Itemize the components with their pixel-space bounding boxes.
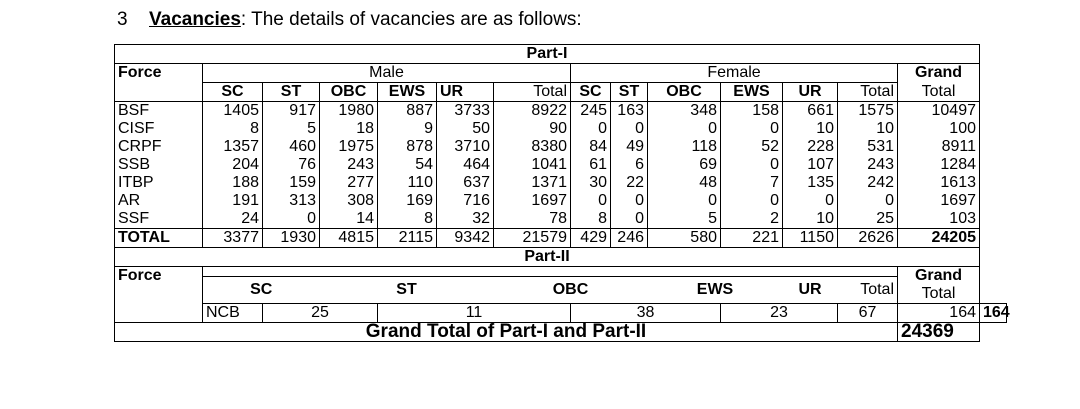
grand-total-row [115, 323, 1007, 342]
force-name: BSF [115, 102, 203, 121]
value-cell: 10 [783, 120, 838, 138]
vacancies-table [114, 44, 1010, 342]
value-cell: 118 [648, 138, 721, 156]
value-cell: 0 [611, 120, 648, 138]
total-cell: 4815 [320, 229, 378, 248]
value-cell: 6 [611, 156, 648, 174]
grand-total-cell: 103 [898, 210, 980, 229]
part1-label-row [115, 45, 1007, 64]
total-cell: 246 [611, 229, 648, 248]
value-cell: 1980 [320, 102, 378, 121]
grand-total-cell: 1284 [898, 156, 980, 174]
part2-force-header: Force [115, 267, 203, 323]
value-cell: 52 [721, 138, 783, 156]
value-cell: 277 [320, 174, 378, 192]
p2-value-cell: 11 [378, 304, 571, 323]
table-row [115, 304, 1007, 323]
value-cell: 0 [721, 156, 783, 174]
p2-col-obc: OBC [552, 280, 589, 298]
value-cell: 8 [203, 120, 263, 138]
value-cell: 191 [203, 192, 263, 210]
value-cell: 110 [378, 174, 437, 192]
p2-col-sc: SC [203, 276, 320, 303]
value-cell: 887 [378, 102, 437, 121]
value-cell: 5 [648, 210, 721, 229]
total-cell: 1930 [263, 229, 320, 248]
value-cell: 3710 [437, 138, 494, 156]
value-cell: 188 [203, 174, 263, 192]
value-cell: 48 [648, 174, 721, 192]
p2-col-total: Total [838, 276, 898, 303]
value-cell: 2 [721, 210, 783, 229]
grand-total-cell: 8911 [898, 138, 980, 156]
value-cell: 1975 [320, 138, 378, 156]
value-cell: 1697 [494, 192, 571, 210]
value-cell: 32 [437, 210, 494, 229]
grand-total-cell: 24205 [898, 229, 980, 248]
p2-value-cell: 25 [263, 304, 378, 323]
value-cell: 242 [838, 174, 898, 192]
part2-label-row [115, 248, 1007, 267]
value-cell: 228 [783, 138, 838, 156]
part1-header-row-2 [115, 83, 1007, 102]
grand-total-cell: 10497 [898, 102, 980, 121]
value-cell: 18 [320, 120, 378, 138]
value-cell: 84 [571, 138, 611, 156]
value-cell: 716 [437, 192, 494, 210]
value-cell: 1371 [494, 174, 571, 192]
value-cell: 25 [838, 210, 898, 229]
male-col-obc: OBC [320, 83, 378, 102]
force-name: ITBP [115, 174, 203, 192]
value-cell: 0 [721, 120, 783, 138]
grand-total-label: Grand Total of Part-I and Part-II [115, 323, 898, 342]
value-cell: 24 [203, 210, 263, 229]
section-intro-text: : The details of vacancies are as follows: [240, 9, 582, 30]
value-cell: 0 [783, 192, 838, 210]
force-name: CRPF [115, 138, 203, 156]
male-header: Male [203, 64, 571, 83]
table-row [115, 138, 1007, 156]
force-name: AR [115, 192, 203, 210]
value-cell: 204 [203, 156, 263, 174]
grand-total-cell: 1697 [898, 192, 980, 210]
value-cell: 107 [783, 156, 838, 174]
table-row [115, 156, 1007, 174]
value-cell: 22 [611, 174, 648, 192]
value-cell: 0 [611, 210, 648, 229]
total-cell: 2626 [838, 229, 898, 248]
female-col-ur: UR [783, 83, 838, 102]
section-heading [117, 9, 582, 31]
male-col-sc: SC [203, 83, 263, 102]
value-cell: 661 [783, 102, 838, 121]
section-title: Vacancies [149, 9, 241, 30]
male-col-total: Total [494, 83, 571, 102]
value-cell: 30 [571, 174, 611, 192]
female-col-ews: EWS [721, 83, 783, 102]
value-cell: 10 [838, 120, 898, 138]
value-cell: 50 [437, 120, 494, 138]
value-cell: 0 [721, 192, 783, 210]
grand-header-2: Total [898, 83, 980, 102]
p2-col-st: ST [396, 280, 417, 298]
value-cell: 0 [263, 210, 320, 229]
female-header: Female [571, 64, 898, 83]
value-cell: 0 [571, 192, 611, 210]
value-cell: 1575 [838, 102, 898, 121]
p2-value-cell: 67 [838, 304, 898, 323]
value-cell: 308 [320, 192, 378, 210]
p2-col-ur: UR [798, 280, 822, 298]
value-cell: 49 [611, 138, 648, 156]
total-cell: 221 [721, 229, 783, 248]
part2-grand-header-1 [898, 267, 980, 304]
value-cell: 878 [378, 138, 437, 156]
value-cell: 313 [263, 192, 320, 210]
value-cell: 163 [611, 102, 648, 121]
total-cell: 9342 [437, 229, 494, 248]
value-cell: 0 [648, 120, 721, 138]
value-cell: 3733 [437, 102, 494, 121]
value-cell: 1405 [203, 102, 263, 121]
female-col-obc: OBC [648, 83, 721, 102]
value-cell: 245 [571, 102, 611, 121]
female-col-total: Total [838, 83, 898, 102]
p2-value-cell: 164 [898, 304, 980, 323]
male-col-ews: EWS [378, 83, 437, 102]
part2-label: Part-II [115, 248, 980, 267]
value-cell: 78 [494, 210, 571, 229]
total-cell: 3377 [203, 229, 263, 248]
value-cell: 90 [494, 120, 571, 138]
value-cell: 54 [378, 156, 437, 174]
male-col-st: ST [263, 83, 320, 102]
p2-col-ews: EWS [696, 280, 734, 298]
value-cell: 61 [571, 156, 611, 174]
value-cell: 637 [437, 174, 494, 192]
table-row [115, 120, 1007, 138]
part1-label: Part-I [115, 45, 980, 64]
value-cell: 0 [648, 192, 721, 210]
force-name: SSB [115, 156, 203, 174]
value-cell: 0 [571, 120, 611, 138]
grand-total-cell: 100 [898, 120, 980, 138]
value-cell: 464 [437, 156, 494, 174]
value-cell: 0 [611, 192, 648, 210]
value-cell: 8 [378, 210, 437, 229]
value-cell: 76 [263, 156, 320, 174]
value-cell: 7 [721, 174, 783, 192]
force-name: NCB [203, 304, 263, 323]
value-cell: 531 [838, 138, 898, 156]
value-cell: 5 [263, 120, 320, 138]
total-cell: 2115 [378, 229, 437, 248]
value-cell: 159 [263, 174, 320, 192]
value-cell: 243 [838, 156, 898, 174]
value-cell: 8 [571, 210, 611, 229]
grand-total-value: 24369 [898, 323, 980, 342]
value-cell: 135 [783, 174, 838, 192]
part2-grand-line-1: Grand [914, 267, 963, 284]
force-name: SSF [115, 210, 203, 229]
force-name: CISF [115, 120, 203, 138]
value-cell: 14 [320, 210, 378, 229]
total-cell: 1150 [783, 229, 838, 248]
value-cell: 8380 [494, 138, 571, 156]
part2-header-row-1 [115, 267, 1007, 277]
total-row [115, 229, 1007, 248]
value-cell: 0 [838, 192, 898, 210]
female-col-sc: SC [571, 83, 611, 102]
grand-total-cell: 1613 [898, 174, 980, 192]
male-col-ur: UR [437, 83, 494, 102]
table-row [115, 174, 1007, 192]
value-cell: 69 [648, 156, 721, 174]
section-number: 3 [117, 9, 128, 30]
value-cell: 1357 [203, 138, 263, 156]
total-label: TOTAL [115, 229, 203, 248]
value-cell: 917 [263, 102, 320, 121]
total-cell: 580 [648, 229, 721, 248]
p2-value-cell: 23 [721, 304, 838, 323]
part2-header-row-2 [115, 276, 1007, 303]
value-cell: 9 [378, 120, 437, 138]
value-cell: 169 [378, 192, 437, 210]
total-cell: 21579 [494, 229, 571, 248]
part2-header-spacer [203, 267, 898, 277]
grand-header-1: Grand [898, 64, 980, 83]
value-cell: 10 [783, 210, 838, 229]
value-cell: 158 [721, 102, 783, 121]
part2-grand-line-2: Total [921, 285, 956, 302]
table-row [115, 102, 1007, 121]
value-cell: 243 [320, 156, 378, 174]
force-header: Force [115, 64, 203, 102]
value-cell: 348 [648, 102, 721, 121]
p2-grand-total-cell: 164 [980, 304, 1007, 323]
value-cell: 8922 [494, 102, 571, 121]
value-cell: 460 [263, 138, 320, 156]
table-row [115, 210, 1007, 229]
total-cell: 429 [571, 229, 611, 248]
part1-header-row-1 [115, 64, 1007, 83]
female-col-st: ST [611, 83, 648, 102]
p2-value-cell: 38 [571, 304, 721, 323]
table-row [115, 192, 1007, 210]
value-cell: 1041 [494, 156, 571, 174]
